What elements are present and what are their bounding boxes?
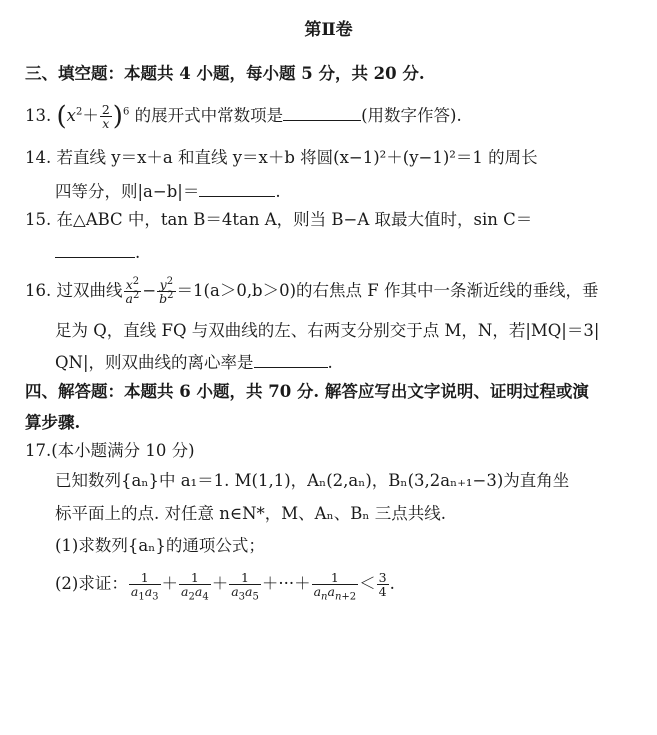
q13-note: (用数字作答). [361,106,462,125]
question-16-line3: QN|，则双曲线的离心率是 . [55,350,333,374]
question-17-line1: 已知数列{aₙ}中 a₁＝1. M(1,1)，Aₙ(2,aₙ)，Bₙ(3,2aₙ₊₁−3)为直角坐 [55,471,570,490]
question-14-line1 [25,147,538,169]
q14-text-line2: 四等分，则|a−b|＝ [55,182,200,201]
question-17-part2 [55,566,395,602]
q15-number: 15. [25,210,52,229]
q16-prefix: 过双曲线 [56,281,123,300]
question-17-line2: 标平面上的点. 对任意 n∈N*，M、Aₙ、Bₙ 三点共线. [55,504,446,523]
q17-inequality: $\frac{1}{a_1a_3}$ ＋ $\frac{1}{a_2a_4}$ ＋ $\frac{1}{a_3a_5}$ ＋···＋ $\frac{1}{a_na_{n+2}}$ ＜ $\frac{3}{4}$ . [130,570,395,603]
section3-heading: 三、填空题：本题共 4 小题，每小题 5 分，共 20 分. [25,64,425,83]
section4-heading-line1: 四、解答题：本题共 6 小题，共 70 分. 解答应写出文字说明、证明过程或演 [25,382,589,401]
q14-answer-blank [199,179,275,197]
q15-answer-blank [55,240,135,258]
section4-heading-line2: 算步骤. [25,413,81,432]
q16-text-line2: 足为 Q，直线 FQ 与双曲线的左、右两支分别交于点 M，N，若|MQ|＝3| [55,321,600,340]
q16-number: 16. [25,281,52,300]
q17-part2-prefix: (2)求证： [55,574,128,593]
q13-answer-blank [283,103,361,121]
question-17-header [25,440,195,462]
q13-expression: ($x^2+$ $\frac{2}{x}$ )$^6$ [56,101,130,132]
q16-text-line3: QN|，则双曲线的离心率是 [55,353,254,372]
section-title: 第Ⅱ卷 [304,20,353,40]
q17-score: (本小题满分 10 分) [51,441,195,460]
q13-number: 13. [25,106,52,125]
question-15-line1 [25,209,532,231]
question-15-line2: . [55,240,140,264]
q13-text: 的展开式中常数项是 [134,106,284,125]
q15-text-line1: 在△ABC 中，tan B＝4tan A，则当 B−A 取最大值时，sin C＝ [56,210,533,229]
question-16-line2 [55,320,599,342]
q16-hyperbola-equation: $\frac{x^2}{a^2}$ − $\frac{y^2}{b^2}$ [125,275,174,306]
question-13 [25,98,462,134]
q16-answer-blank [254,350,328,368]
q14-number: 14. [25,148,52,167]
q14-text-line1: 若直线 y＝x＋a 和直线 y＝x＋b 将圆(x−1)²＋(y−1)²＝1 的周长 [56,148,538,167]
question-16-line1 [25,276,599,306]
question-17-part1: (1)求数列{aₙ}的通项公式； [55,536,265,555]
q16-suffix: ＝1(a＞0,b＞0)的右焦点 F 作其中一条渐近线的垂线，垂 [176,281,599,300]
question-14-line2: 四等分，则|a−b|＝ . [55,179,281,203]
q17-number: 17. [25,441,52,460]
